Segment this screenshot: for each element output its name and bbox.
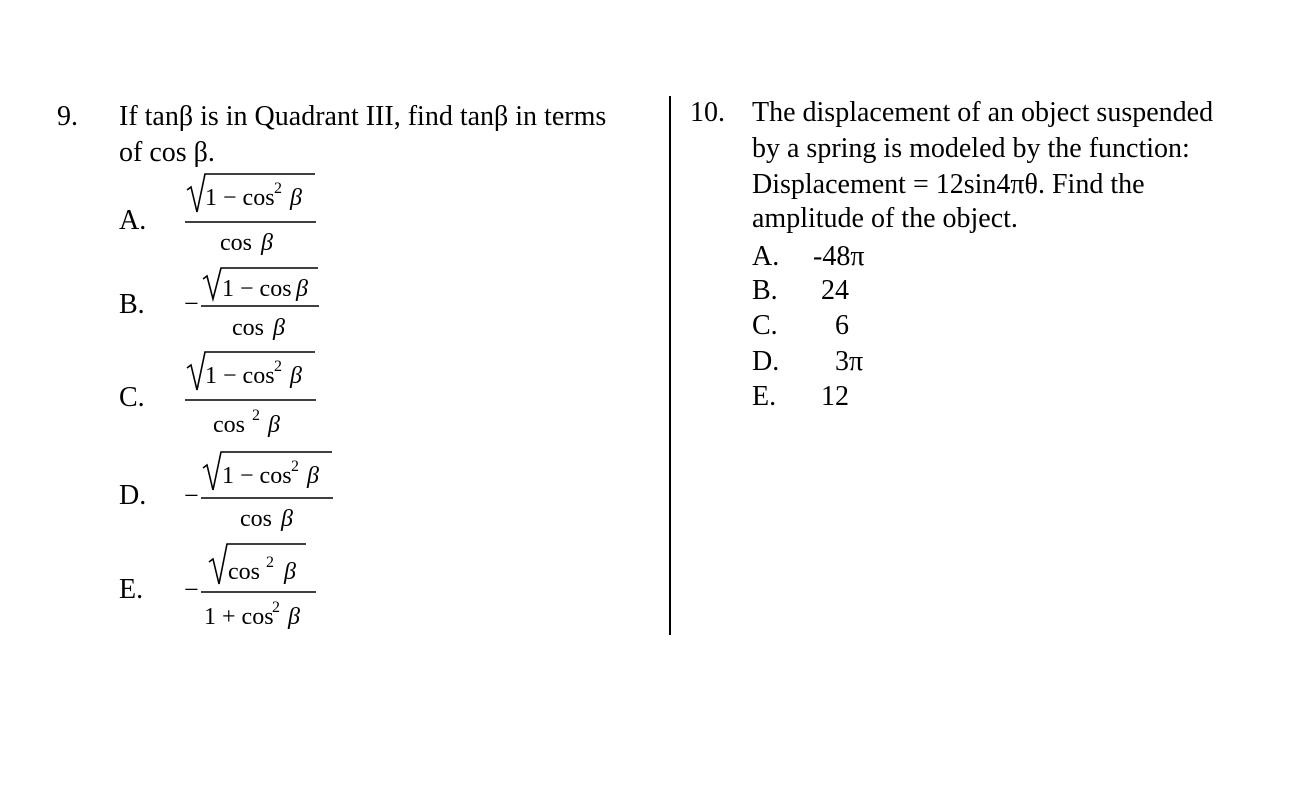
q9-option-c-denominator-var: β (268, 412, 280, 438)
column-divider (669, 96, 671, 635)
q9-option-e-radicand-var: β (284, 559, 296, 585)
question-10-text-line-2: by a spring is modeled by the function: (752, 133, 1190, 164)
q9-option-d-denominator-var: β (281, 506, 293, 532)
q10-option-e-value: 12 (821, 381, 849, 412)
q9-option-d-denominator: cos (240, 506, 272, 532)
q9-option-a-radicand: 1 − cos (205, 185, 275, 211)
q9-option-d-sign: − (184, 481, 199, 510)
q9-option-e-expression (180, 538, 340, 638)
q9-option-a-radicand-var: β (290, 185, 302, 211)
q9-option-c-letter: C. (119, 382, 145, 413)
question-9-text-line-2: of cos β. (119, 137, 215, 168)
q9-option-a-denominator-var: β (261, 230, 273, 256)
q9-option-e-sign: − (184, 575, 199, 604)
q9-option-c-denominator-exponent: 2 (252, 407, 260, 424)
q9-option-b-denominator: cos (232, 315, 264, 341)
q9-option-b-expression (180, 264, 340, 354)
q10-option-a-value: -48π (813, 241, 865, 272)
q9-option-c-radicand: 1 − cos (205, 363, 275, 389)
q10-option-d-letter: D. (752, 346, 780, 377)
q9-option-c-expression (180, 348, 340, 448)
q10-option-e-letter: E. (752, 381, 777, 412)
q9-option-e-radicand: cos (228, 559, 260, 585)
q9-option-b-sign: − (184, 289, 199, 318)
q9-option-e-denominator-exponent: 2 (272, 599, 280, 616)
q10-option-c-letter: C. (752, 310, 778, 341)
question-10-text-line-1: The displacement of an object suspended (752, 97, 1214, 128)
q9-option-e-radicand-exponent: 2 (266, 554, 274, 571)
q10-option-d-value: 3π (835, 346, 864, 377)
q9-option-d-fraction (180, 446, 350, 541)
q9-option-e-fraction (180, 538, 340, 633)
question-9-number: 9. (57, 101, 78, 132)
q10-option-c-value: 6 (835, 310, 849, 341)
q9-option-a-radicand-exponent: 2 (274, 180, 282, 197)
q9-option-c-fraction (180, 348, 340, 443)
q9-option-b-fraction (180, 264, 340, 349)
q9-option-a-letter: A. (119, 205, 147, 236)
q9-option-d-expression (180, 446, 350, 546)
question-10-text-line-4: amplitude of the object. (752, 203, 1018, 234)
q10-option-a-letter: A. (752, 241, 780, 272)
q9-option-d-letter: D. (119, 480, 147, 511)
q9-option-b-denominator-var: β (273, 315, 285, 341)
q9-option-c-denominator: cos (213, 412, 245, 438)
q9-option-a-denominator: cos (220, 230, 252, 256)
q9-option-c-radicand-var: β (290, 363, 302, 389)
question-9-text-line-1: If tanβ is in Quadrant III, find tanβ in terms (119, 101, 607, 132)
q9-option-a-expression (180, 172, 340, 267)
q9-option-b-radicand: 1 − cos (222, 276, 292, 302)
question-10-text-line-3: Displacement = 12sin4πθ. Find the (752, 169, 1145, 200)
q9-option-d-radicand-exponent: 2 (291, 458, 299, 475)
q9-option-e-denominator-var: β (288, 604, 300, 630)
question-10-number: 10. (690, 97, 725, 128)
q9-option-d-radicand-var: β (307, 463, 319, 489)
q9-option-b-radicand-var: β (296, 276, 308, 302)
q9-option-e-denominator: 1 + cos (204, 604, 274, 630)
q9-option-a-fraction (180, 172, 340, 262)
q10-option-b-letter: B. (752, 275, 778, 306)
q9-option-b-letter: B. (119, 289, 145, 320)
q9-option-e-letter: E. (119, 574, 144, 605)
q9-option-c-radicand-exponent: 2 (274, 358, 282, 375)
q9-option-d-radicand: 1 − cos (222, 463, 292, 489)
q10-option-b-value: 24 (821, 275, 849, 306)
